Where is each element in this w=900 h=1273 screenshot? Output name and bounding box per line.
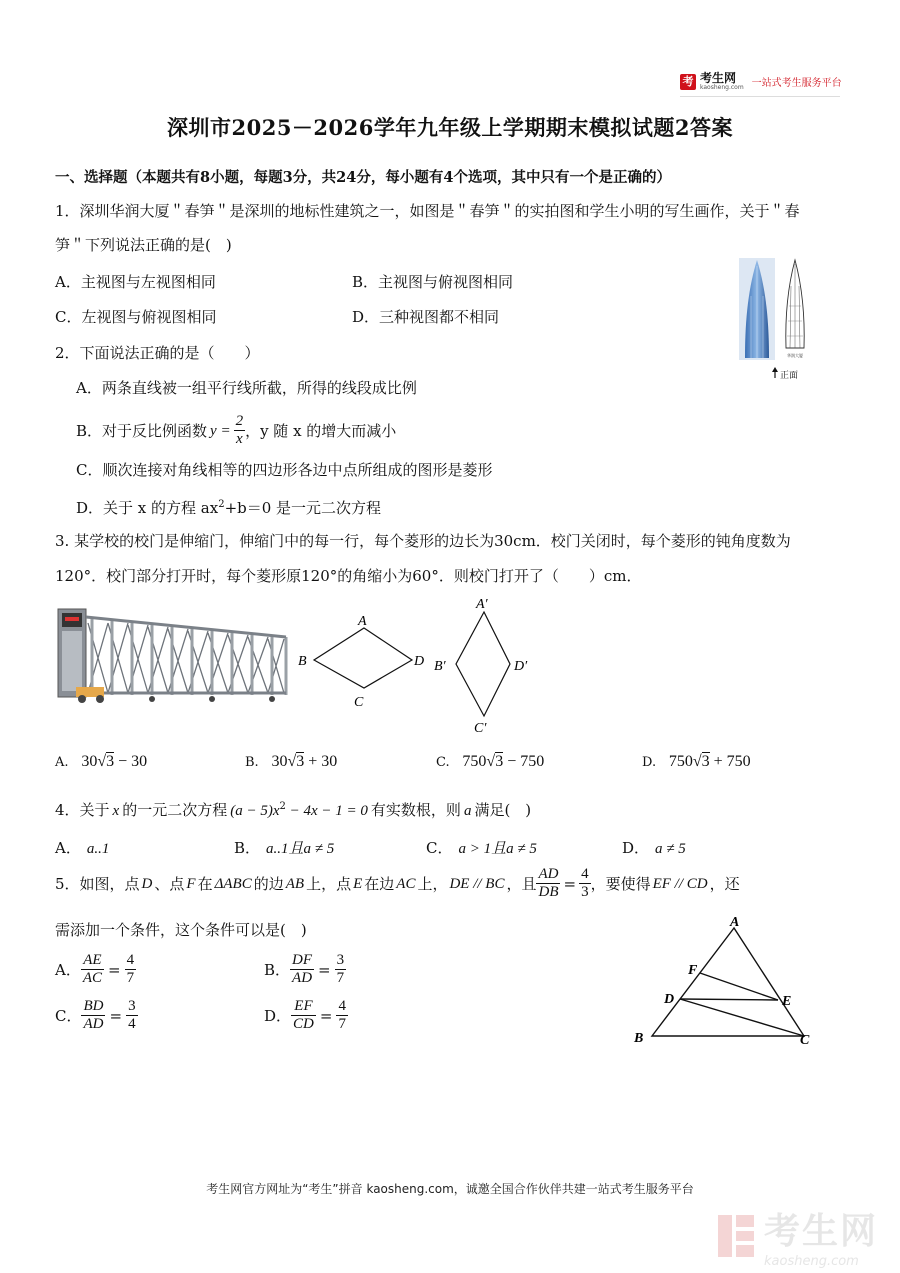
label-b: B bbox=[634, 1031, 644, 1046]
q5-a-vden: 7 bbox=[126, 970, 135, 986]
q5-d-vden: 7 bbox=[338, 1016, 346, 1032]
q1-option-a: A．主视图与左视图相同 bbox=[55, 273, 216, 291]
q3-b-letter: B. bbox=[245, 755, 259, 770]
figure-caption: 正面 bbox=[780, 371, 799, 381]
q5-cond-val-den: 3 bbox=[581, 884, 589, 900]
q5-t12: AC bbox=[396, 875, 416, 892]
q3-b-post: + 30 bbox=[304, 753, 338, 770]
q5-t7: 的边 bbox=[253, 874, 284, 893]
label-a: A bbox=[358, 614, 367, 629]
label-e: E bbox=[782, 994, 792, 1009]
q5-b-vnum: 3 bbox=[336, 952, 345, 968]
q5-t18: ，还 bbox=[709, 874, 740, 893]
label-c: C bbox=[800, 1033, 810, 1048]
q5-cond-eq: = bbox=[563, 874, 577, 893]
q3-a-letter: A. bbox=[55, 755, 69, 770]
q3-a-rad: 3 bbox=[106, 753, 115, 770]
watermark-logo-icon bbox=[716, 1211, 758, 1261]
q2-b-suffix: ，y 随 x 的增大而减小 bbox=[245, 421, 397, 440]
q5-t6: ΔABC bbox=[214, 875, 252, 892]
q5-option-a: A． $\frac{AE}{AC}$ = $\frac{4}{7}$ bbox=[55, 952, 135, 986]
q4-c-letter: C． bbox=[426, 839, 453, 857]
q5-d-frac bbox=[291, 998, 316, 1033]
q3-option-a bbox=[55, 751, 147, 773]
logo-slogan: 一站式考生服务平台 bbox=[751, 78, 842, 89]
q3-d-pre: 750 bbox=[668, 753, 693, 770]
q2-d-sup: 2 bbox=[218, 499, 225, 510]
q3-c-pre: 750 bbox=[462, 753, 487, 770]
q5-b-num: DF bbox=[292, 952, 313, 968]
q3-stem-line1: 3. 某学校的校门是伸缩门，伸缩门中的每一行，每个菱形的边长为30cm．校门关闭时，每个菱形的钝角度数为 bbox=[55, 532, 791, 550]
q5-c-val bbox=[126, 998, 138, 1033]
label-b: B bbox=[298, 654, 307, 669]
q2-option-a: A．两条直线被一组平行线所截，所得的线段成比例 bbox=[76, 379, 417, 397]
label-c: C bbox=[354, 695, 364, 710]
q5-t8: AB bbox=[285, 875, 305, 892]
q5-c-vnum: 3 bbox=[128, 998, 136, 1014]
page-footer: 考生网官方网址为“考生”拼音 kaosheng.com，诚邀全国合作伙伴共建一站式考生服务平台 bbox=[206, 1182, 694, 1196]
q5-t17: EF // CD bbox=[652, 875, 708, 892]
q4-option-b bbox=[234, 838, 334, 859]
q4-pre: 4．关于 bbox=[55, 801, 110, 819]
q4-option-c bbox=[426, 838, 537, 859]
q5-cond-val-num: 4 bbox=[581, 866, 589, 882]
q1-option-c: C．左视图与俯视图相同 bbox=[55, 308, 217, 326]
q5-t10: E bbox=[353, 875, 363, 892]
q2-stem: 2．下面说法正确的是（ ） bbox=[55, 344, 260, 362]
q5-option-d: D． $\frac{EF}{CD}$ = $\frac{4}{7}$ bbox=[264, 998, 346, 1032]
q5-c-num: BD bbox=[83, 998, 104, 1014]
q5-c-letter: C． bbox=[55, 1006, 82, 1025]
q4-stem bbox=[55, 797, 531, 821]
q5-t5: 在 bbox=[197, 874, 213, 893]
q1-option-b: B．主视图与俯视图相同 bbox=[352, 273, 514, 291]
q5-a-letter: A． bbox=[55, 960, 81, 979]
q4-option-a bbox=[55, 838, 109, 859]
q1-stem-line1: 1．深圳华润大厦＂春笋＂是深圳的地标性建筑之一，如图是＂春笋＂的实拍图和学生小明的写生画作，关于＂春 bbox=[55, 202, 800, 220]
q5-option-b: B． $\frac{DF}{AD}$ = $\frac{3}{7}$ bbox=[264, 952, 345, 986]
q4-option-d bbox=[622, 838, 686, 859]
q2-option-c: C．顺次连接对角线相等的四边形各边中点所组成的图形是菱形 bbox=[76, 461, 493, 479]
q3-d-post: + 750 bbox=[709, 753, 751, 770]
q5-c-vden: 4 bbox=[128, 1016, 136, 1032]
q5-t11: 在边 bbox=[364, 874, 395, 893]
q5-t1: 5．如图，点 bbox=[55, 874, 140, 893]
section-heading: 一、选择题（本题共有8小题，每题3分，共24分，每小题有4个选项，其中只有一个是正确的） bbox=[55, 169, 671, 186]
sqrt-icon: √ bbox=[692, 753, 702, 770]
sqrt-icon: √ bbox=[97, 753, 107, 770]
q5-cond-num: AD bbox=[538, 866, 559, 882]
sqrt-icon: √ bbox=[287, 753, 297, 770]
q4-a-letter: A． bbox=[55, 839, 81, 857]
header-divider bbox=[680, 96, 840, 97]
q5-t2: D bbox=[141, 875, 153, 892]
q5-a-val bbox=[125, 952, 137, 987]
q3-option-d bbox=[642, 751, 751, 773]
kaosheng-logo-icon: 考 bbox=[680, 74, 696, 90]
label-c-prime: C′ bbox=[474, 721, 487, 736]
q5-b-den: AD bbox=[292, 970, 313, 986]
q2-d-prefix: D．关于 x 的方程 ax bbox=[76, 499, 219, 517]
q5-stem-line2: 需添加一个条件，这个条件可以是( ) bbox=[55, 921, 307, 939]
watermark-domain: kaosheng.com bbox=[764, 1254, 859, 1269]
q4-end: 满足( ) bbox=[474, 801, 532, 819]
q2-b-prefix: B．对于反比例函数 bbox=[76, 421, 208, 440]
q5-cond-fraction bbox=[536, 866, 560, 901]
q5-d-vnum: 4 bbox=[338, 998, 346, 1014]
q2-option-d bbox=[76, 495, 381, 518]
q4-post: 有实数根，则 bbox=[370, 801, 461, 819]
q4-eq-sup: 2 bbox=[279, 801, 286, 812]
q2-b-num: 2 bbox=[235, 413, 244, 429]
q1-option-d: D．三种视图都不相同 bbox=[352, 308, 500, 326]
logo-domain: kaosheng.com bbox=[700, 84, 744, 91]
q3-option-c bbox=[436, 751, 544, 773]
label-d-prime: D′ bbox=[514, 659, 528, 674]
q4-b-expr: a..1且a ≠ 5 bbox=[266, 841, 335, 857]
q4-d-letter: D． bbox=[622, 839, 650, 857]
q2-b-lhs: y = bbox=[210, 422, 231, 439]
q1-stem-line2: 笋＂下列说法正确的是( ) bbox=[55, 236, 232, 254]
segment-de bbox=[680, 999, 778, 1000]
q2-b-den: x bbox=[235, 431, 243, 447]
q5-c-frac bbox=[81, 998, 105, 1033]
q5-d-num: EF bbox=[291, 998, 316, 1016]
q5-cond-den: DB bbox=[538, 884, 559, 900]
q4-x: x bbox=[112, 803, 120, 819]
q2-d-suffix: +b＝0 是一元二次方程 bbox=[224, 499, 382, 517]
q5-cond-val bbox=[579, 866, 591, 901]
q4-a-expr: a..1 bbox=[86, 841, 110, 857]
q3-rhombus-abcd bbox=[294, 612, 434, 712]
logo-name: 考生网 bbox=[700, 71, 737, 85]
q4-b-letter: B． bbox=[234, 839, 261, 857]
q4-c-expr: a > 1且a ≠ 5 bbox=[458, 841, 537, 857]
q5-a-frac bbox=[81, 952, 104, 987]
header-logo bbox=[680, 72, 842, 91]
q2-option-b bbox=[76, 413, 396, 448]
rhombus-abcd-shape bbox=[314, 628, 412, 688]
q5-option-c: C． $\frac{BD}{AD}$ = $\frac{3}{4}$ bbox=[55, 998, 136, 1032]
q5-triangle-figure bbox=[628, 912, 828, 1050]
q5-b-frac bbox=[290, 952, 314, 987]
q5-t16: ，要使得 bbox=[590, 874, 651, 893]
label-a: A bbox=[730, 915, 740, 930]
label-f: F bbox=[688, 963, 698, 978]
q5-a-vnum: 4 bbox=[126, 952, 135, 968]
q5-stem-line1 bbox=[55, 866, 740, 901]
q3-stem-line2: 120°．校门部分打开时，每个菱形原120°的角缩小为60°．则校门打开了（ ）cm． bbox=[55, 567, 642, 585]
q4-mid: 的一元二次方程 bbox=[122, 801, 228, 819]
q5-b-vden: 7 bbox=[336, 970, 345, 986]
front-arrow-icon bbox=[772, 367, 778, 372]
q5-d-val bbox=[336, 998, 348, 1033]
q5-t13: 上， bbox=[417, 874, 448, 893]
q3-gate-figure bbox=[56, 603, 288, 705]
q1-tower-figure bbox=[735, 256, 815, 382]
watermark bbox=[716, 1203, 878, 1269]
q3-rhombus-prime bbox=[430, 594, 540, 738]
q4-eq-b: − 4x − 1 = 0 bbox=[285, 803, 368, 819]
q5-b-val bbox=[335, 952, 347, 987]
q5-d-den: CD bbox=[293, 1016, 314, 1032]
q5-d-letter: D． bbox=[264, 1006, 292, 1025]
rhombus-prime-shape bbox=[456, 612, 510, 716]
q5-a-den: AC bbox=[82, 970, 103, 986]
page-title: 深圳市2025－2026学年九年级上学期期末模拟试题2答案 bbox=[166, 115, 733, 140]
q2-b-fraction bbox=[234, 413, 246, 448]
q5-a-num: AE bbox=[81, 952, 104, 970]
q3-a-post: − 30 bbox=[114, 753, 148, 770]
q4-d-expr: a ≠ 5 bbox=[655, 841, 686, 857]
q5-t9: 上，点 bbox=[306, 874, 352, 893]
q5-t14: DE // BC bbox=[449, 875, 505, 892]
q5-t3: 、点 bbox=[154, 874, 185, 893]
q3-c-rad: 3 bbox=[495, 753, 504, 770]
q5-c-den: AD bbox=[83, 1016, 104, 1032]
sketch-caption: 华润大厦 bbox=[787, 353, 803, 358]
q3-d-letter: D. bbox=[642, 755, 657, 770]
watermark-name: 考生网 bbox=[764, 1211, 879, 1252]
q3-option-b bbox=[245, 751, 337, 773]
label-a-prime: A′ bbox=[476, 597, 488, 612]
q3-b-rad: 3 bbox=[296, 753, 305, 770]
q3-c-letter: C. bbox=[436, 755, 450, 770]
label-b-prime: B′ bbox=[434, 659, 446, 674]
q5-b-letter: B． bbox=[264, 960, 291, 979]
q3-b-pre: 30 bbox=[271, 753, 288, 770]
q3-c-post: − 750 bbox=[503, 753, 545, 770]
q5-t15: ，且 bbox=[506, 874, 537, 893]
label-d: D bbox=[664, 992, 675, 1007]
sqrt-icon: √ bbox=[486, 753, 496, 770]
q5-t4: F bbox=[186, 875, 196, 892]
label-d: D bbox=[414, 654, 425, 669]
q4-eq-a: (a − 5)x bbox=[230, 803, 280, 819]
q4-a: a bbox=[463, 803, 472, 819]
q3-d-rad: 3 bbox=[701, 753, 710, 770]
q3-a-pre: 30 bbox=[81, 753, 98, 770]
